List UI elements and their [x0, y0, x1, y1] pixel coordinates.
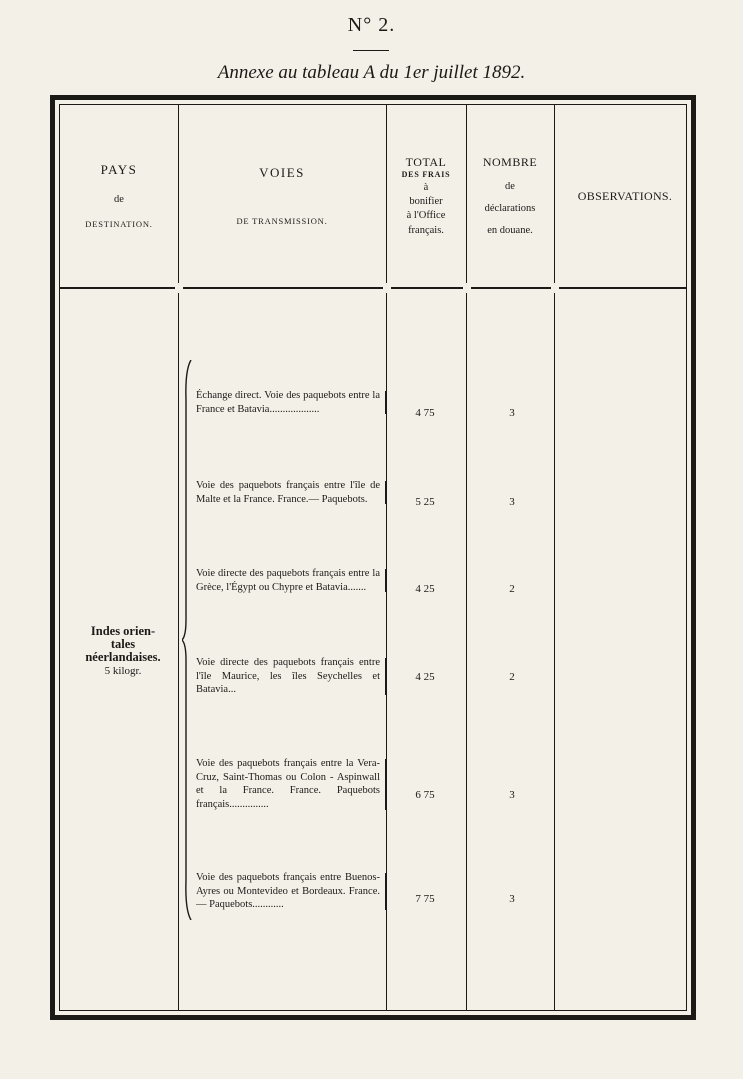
route-cell: Voie des paquebots français entre l'île de Malte et la France. France.— Paquebots. — [196, 479, 386, 506]
route-cell: Voie directe des paquebots français entre l'île Maurice, les îles Seychelles et Batavia... — [196, 656, 386, 697]
route-cell: Voie des paquebots français entre la Vera-Cruz, Saint-Thomas ou Colon - Aspinwall et la France. France. Paquebots français............... — [196, 757, 386, 812]
table-inner — [59, 104, 687, 1011]
country-cell — [70, 625, 176, 678]
document-subtitle: Annexe au tableau A du 1er juillet 1892. — [217, 62, 526, 83]
total-cell: 4 25 — [415, 671, 435, 683]
declarations-cell: 2 — [509, 671, 515, 683]
total-cell: 4 75 — [415, 407, 435, 419]
declarations-cell: 3 — [509, 496, 515, 508]
declarations-cell: 3 — [509, 789, 515, 801]
header-nombre-title: NOMBRE — [482, 154, 538, 169]
total-cell: 5 25 — [415, 496, 435, 508]
country-name-line: néerlandaises. — [85, 650, 161, 665]
header-observations-title: OBSERVATIONS. — [577, 188, 673, 203]
declarations-cell: 3 — [509, 893, 515, 905]
grouping-brace — [182, 360, 192, 920]
header-separator — [60, 287, 686, 289]
route-cell: Voie des paquebots français entre Buenos-Ayres ou Montevideo et Bordeaux. France. — Paquebots............ — [196, 871, 386, 912]
country-name-line: Indes orien- — [90, 624, 156, 638]
total-cell: 4 25 — [415, 583, 435, 595]
header-observations — [554, 105, 696, 287]
header-nombre: NOMBRE de déclarations en douane. — [482, 154, 538, 237]
header-total: TOTAL DES FRAIS à bonifier à l'Office français. — [401, 155, 451, 236]
document-number: N° 2. — [347, 14, 396, 36]
header-voies-title: VOIES — [259, 165, 305, 181]
header-voies: VOIES DE TRANSMISSION. — [236, 165, 328, 227]
title-rule — [353, 50, 389, 51]
country-weight: 5 kilogr. — [104, 665, 142, 678]
total-cell: 6 75 — [415, 789, 435, 801]
country-name-line: tales — [110, 637, 136, 652]
header-pays-title: PAYS — [100, 162, 138, 178]
declarations-cell: 2 — [509, 583, 515, 595]
header-total-title: TOTAL — [405, 155, 447, 170]
header-pays: PAYS de DESTINATION. — [85, 162, 153, 230]
route-cell: Échange direct. Voie des paquebots entre la France et Batavia................... — [196, 389, 386, 416]
table-frame — [50, 95, 696, 1020]
declarations-cell: 3 — [509, 407, 515, 419]
total-cell: 7 75 — [415, 893, 435, 905]
route-cell: Voie directe des paquebots français entre la Grèce, l'Égypt ou Chypre et Batavia....... — [196, 567, 386, 594]
